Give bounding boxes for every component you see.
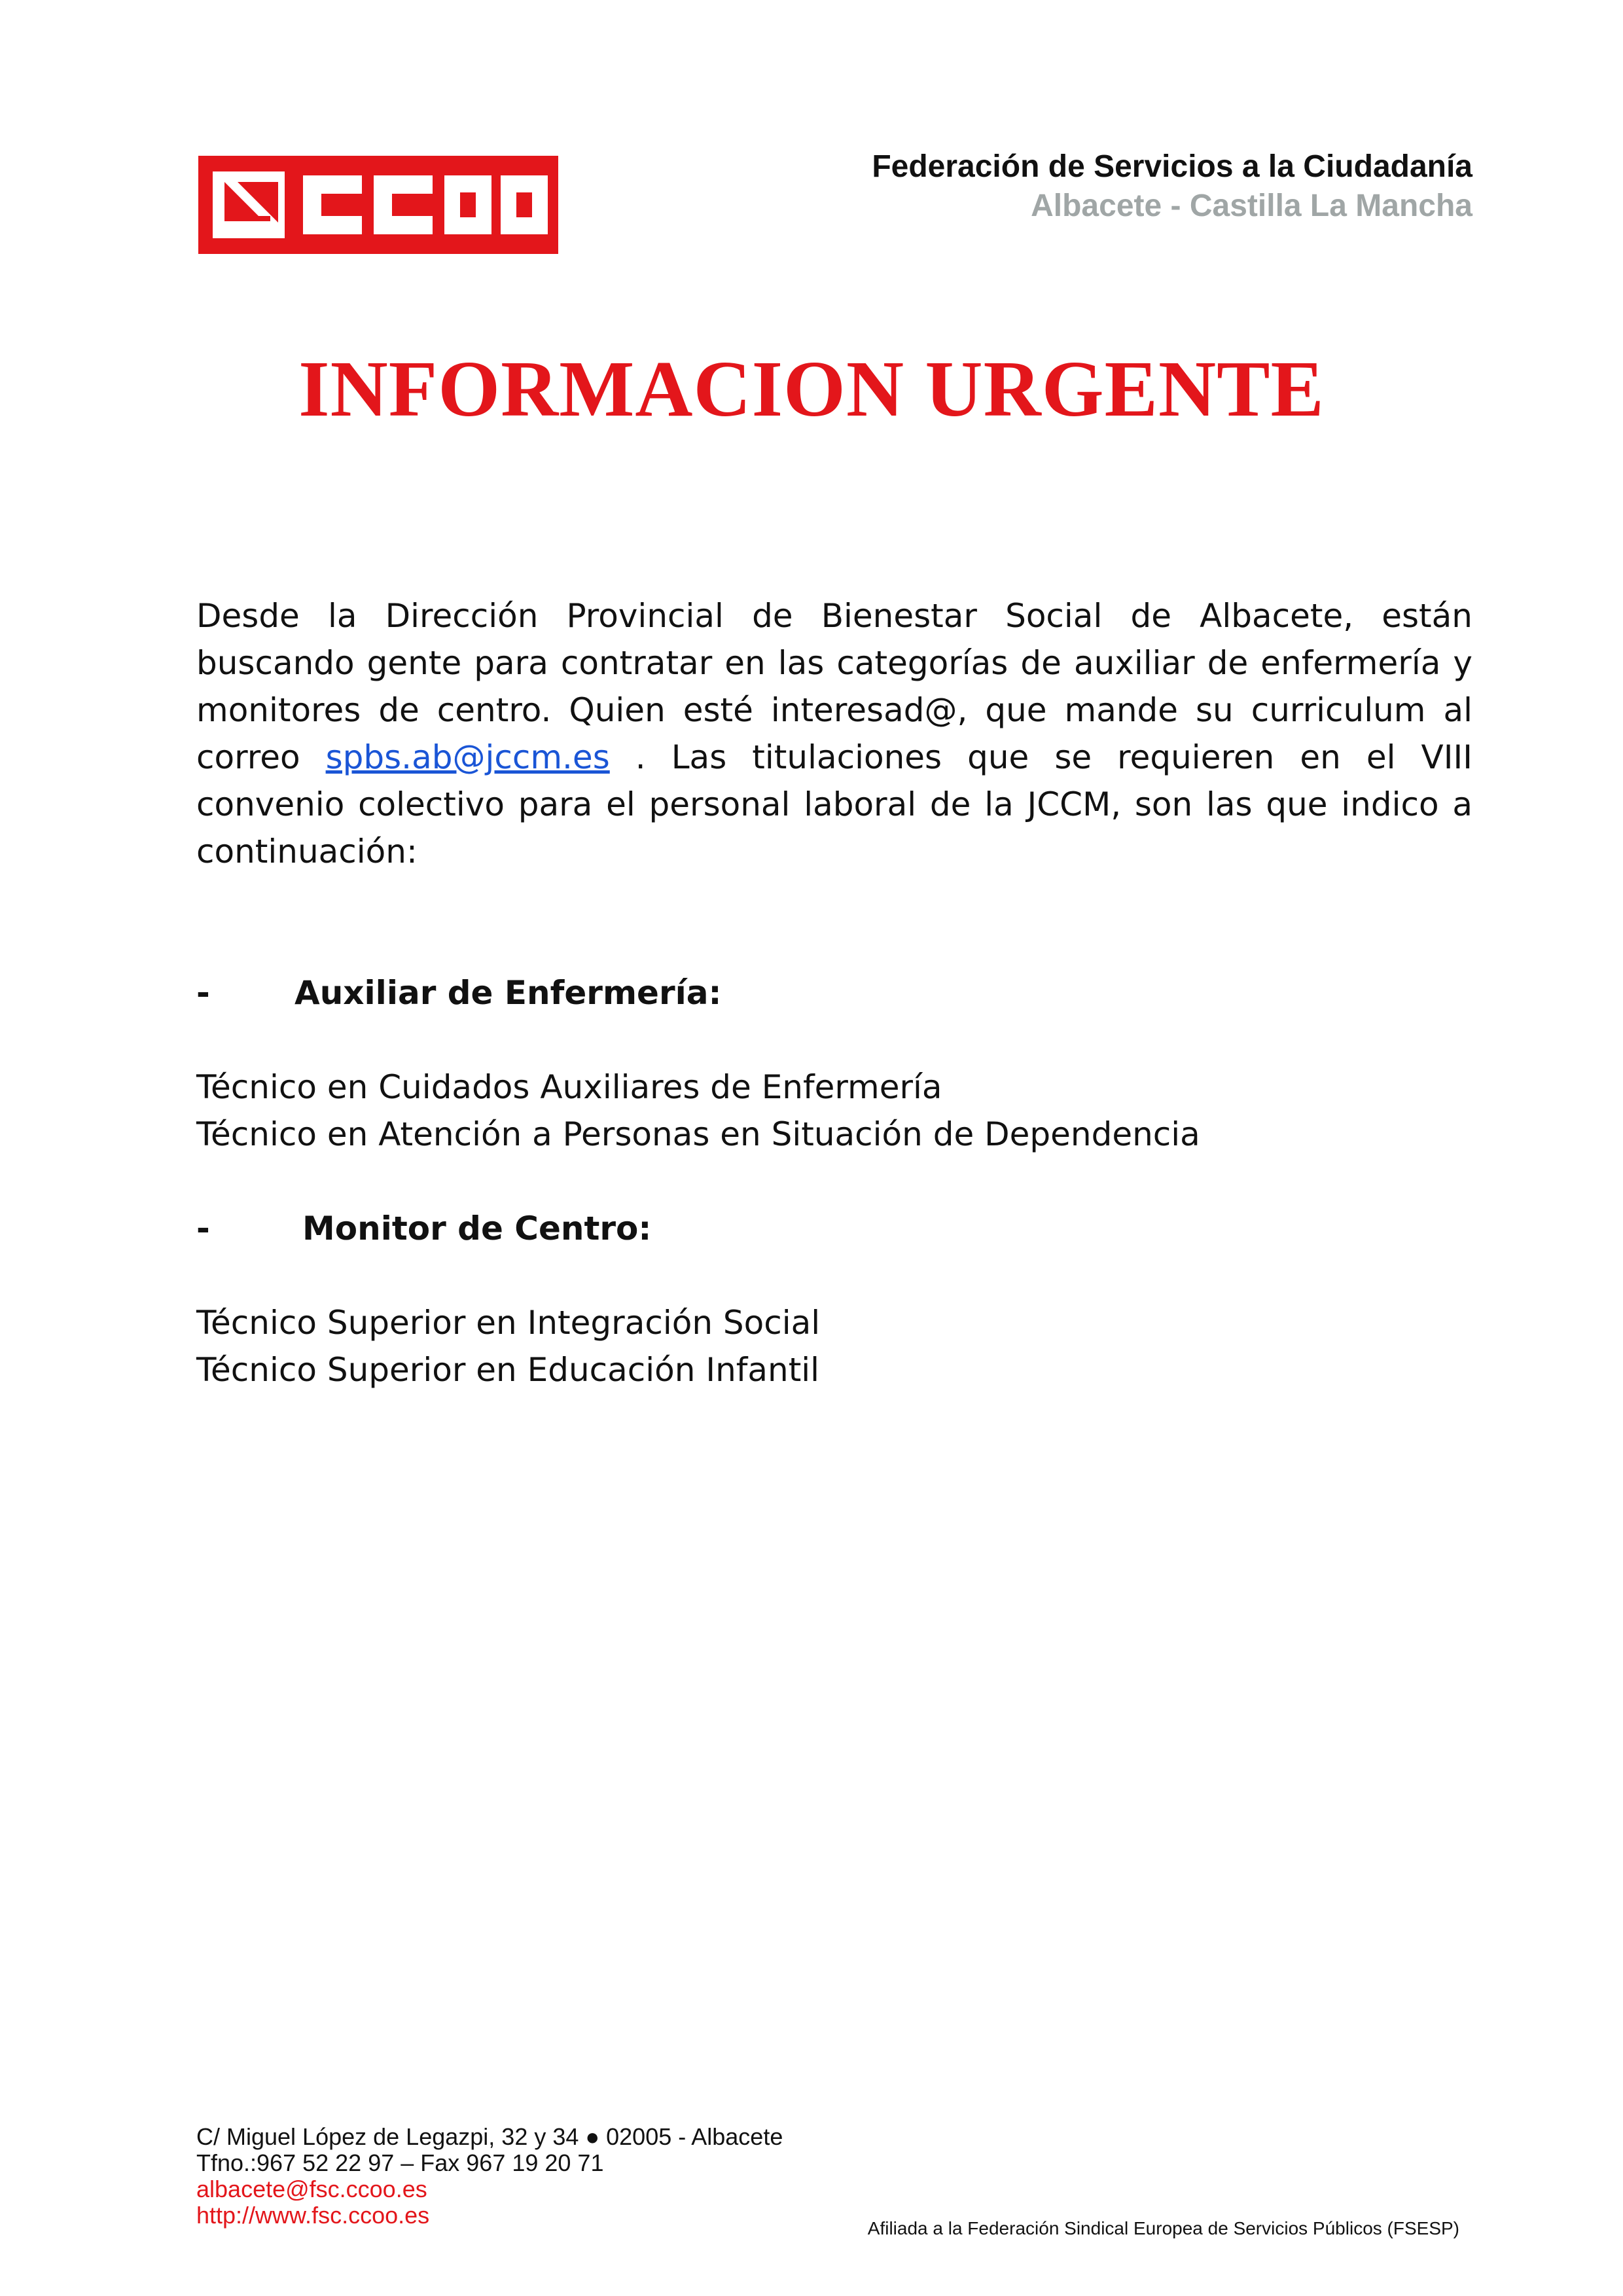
qualification-item: Técnico Superior en Educación Infantil <box>196 1351 820 1389</box>
page-title: INFORMACION URGENTE <box>298 345 1325 433</box>
footer-contact <box>196 2124 783 2229</box>
footer-email-link[interactable]: albacete@fsc.ccoo.es <box>196 2176 427 2202</box>
intro-paragraph <box>196 592 1472 875</box>
qualification-item: Técnico en Atención a Personas en Situación de Dependencia <box>196 1115 1200 1153</box>
intro-text-after: . Las titulaciones que se requieren en el VIII convenio colectivo para el personal laboral de la JCCM, son las que indico a continuación: <box>196 738 1472 870</box>
email-link[interactable]: spbs.ab@jccm.es <box>325 738 610 776</box>
section-heading-text: Monitor de Centro: <box>302 1210 652 1247</box>
document-body <box>196 592 1472 1393</box>
section-heading-text: Auxiliar de Enfermería: <box>294 974 722 1012</box>
region-name: Albacete - Castilla La Mancha <box>1031 188 1472 223</box>
qualification-item: Técnico Superior en Integración Social <box>196 1304 821 1342</box>
footer-address: C/ Miguel López de Legazpi, 32 y 34 ● 02005 - Albacete <box>196 2123 783 2150</box>
bullet-dash: - <box>196 1210 210 1247</box>
section-heading-auxiliar <box>196 969 1472 1016</box>
letterhead <box>872 147 1472 226</box>
intro-text-before: Desde la Dirección Provincial de Bienestar Social de Albacete, están buscando gente para contratar en las categorías de auxiliar de enfermería y monitores de centro. Quien esté interesad@, que mande su curriculum al correo <box>196 597 1472 776</box>
ccoo-logo <box>198 156 558 254</box>
qualification-item: Técnico en Cuidados Auxiliares de Enfermería <box>196 1068 942 1106</box>
bullet-dash: - <box>196 974 210 1012</box>
section-heading-monitor <box>196 1205 1472 1252</box>
org-name: Federación de Servicios a la Ciudadanía <box>872 149 1472 184</box>
footer-website-link[interactable]: http://www.fsc.ccoo.es <box>196 2202 430 2229</box>
footer-phone: Tfno.:967 52 22 97 – Fax 967 19 20 71 <box>196 2149 604 2176</box>
footer-affiliation: Afiliada a la Federación Sindical Europea de Servicios Públicos (FSESP) <box>867 2218 1459 2238</box>
